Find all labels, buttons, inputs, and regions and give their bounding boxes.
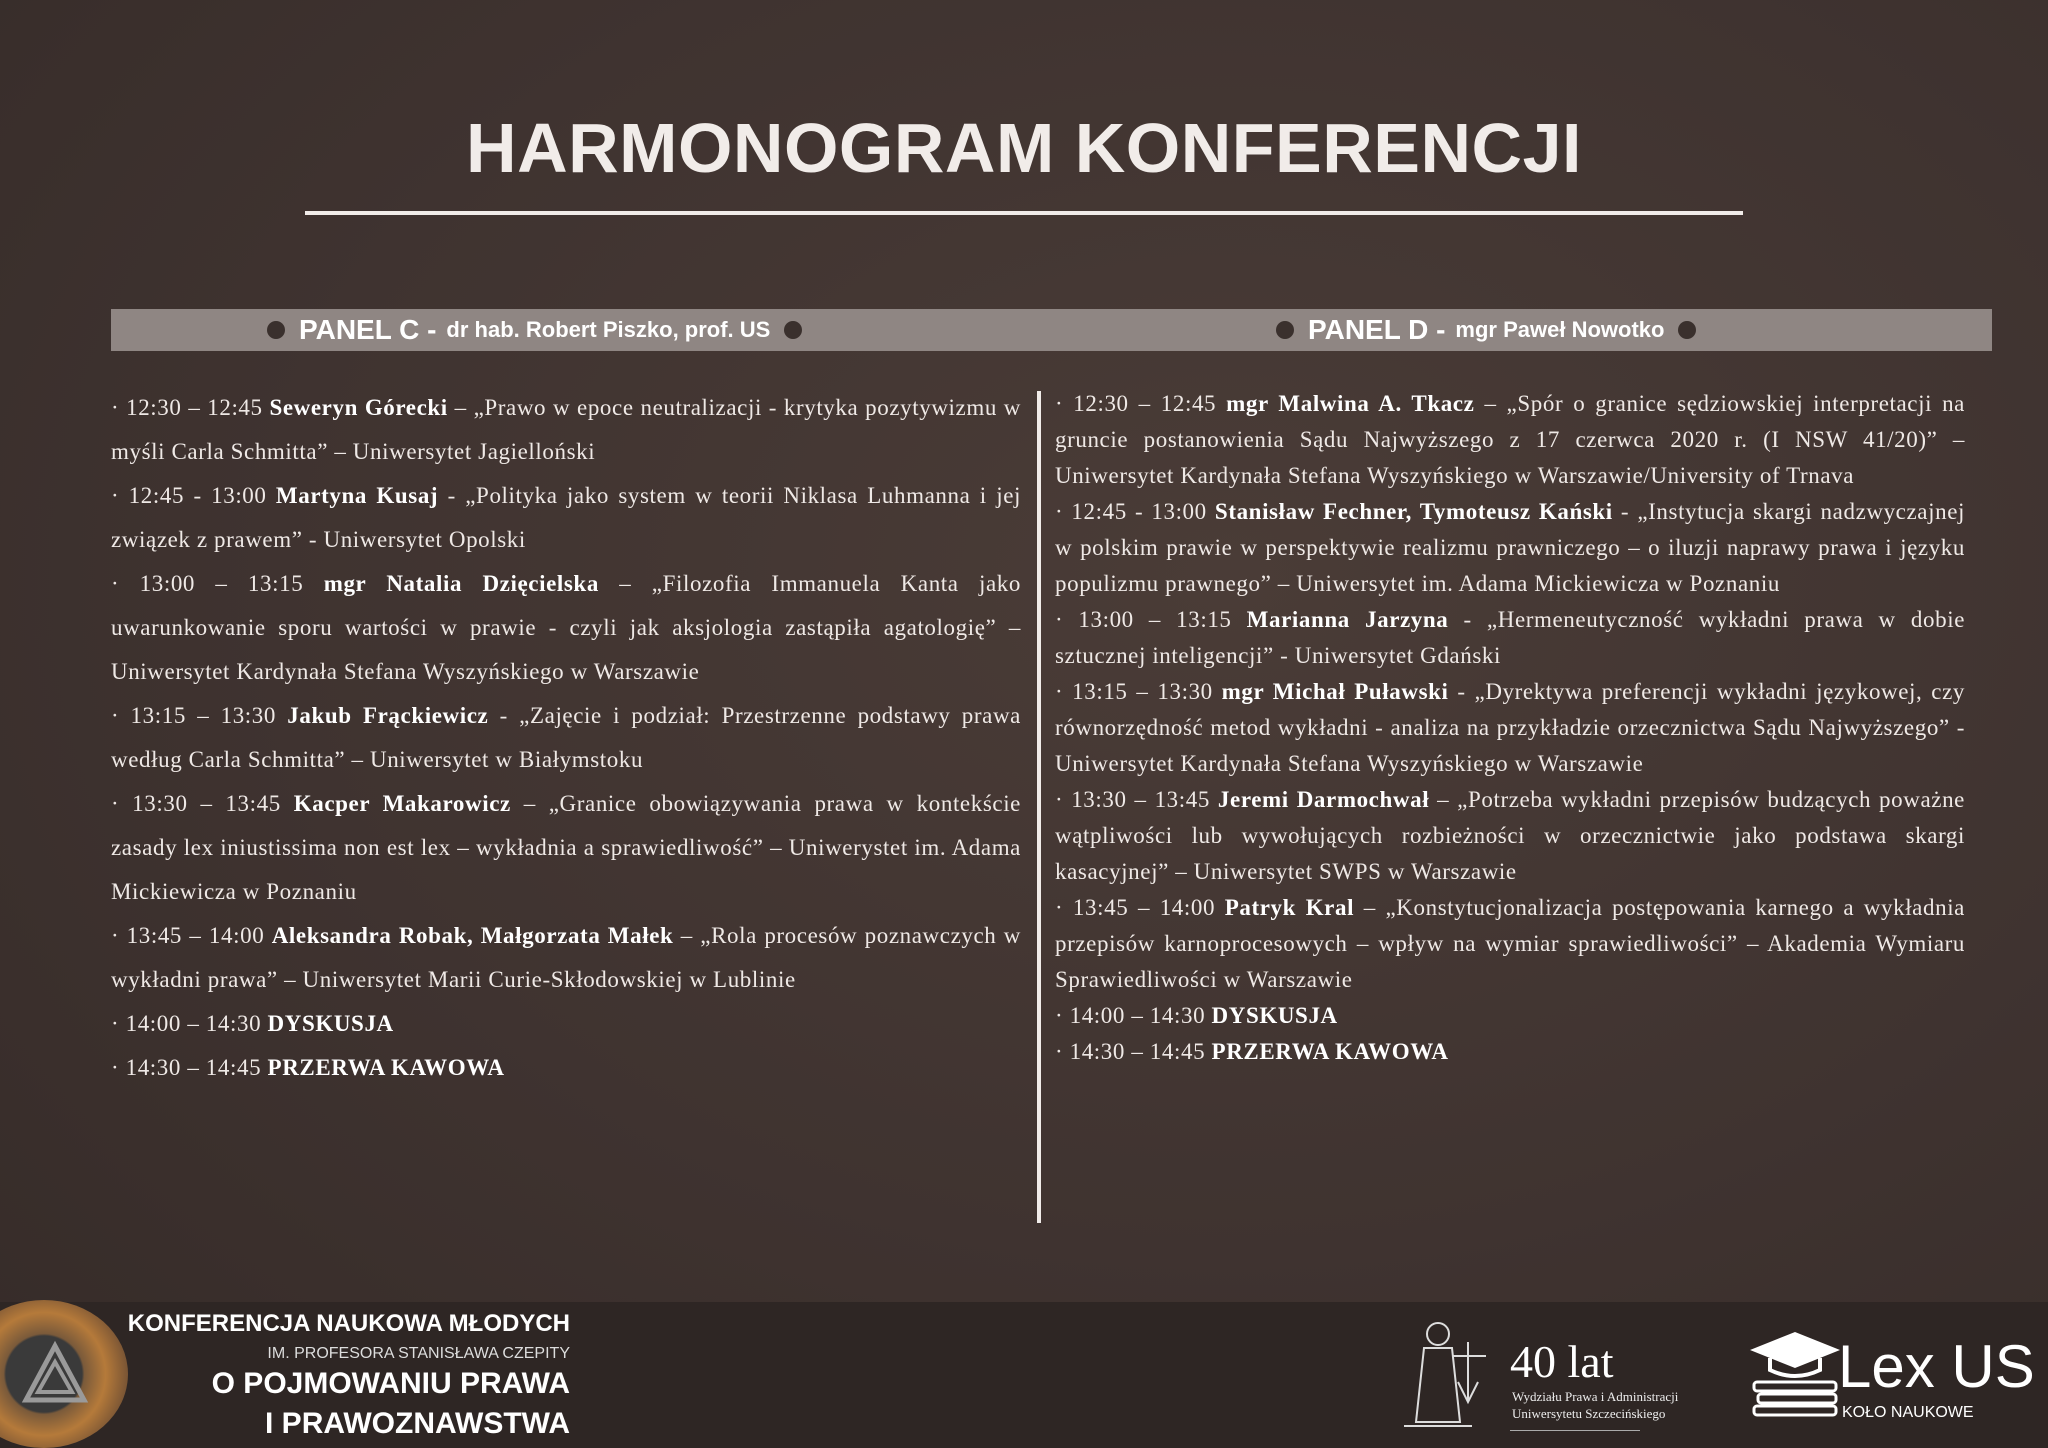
conference-topic-line1: O POJMOWANIU PRAWA: [211, 1367, 570, 1400]
schedule-item: · 13:45 – 14:00 Patryk Kral – „Konstytucjonalizacja postępowania karnego a wykładnia przepisów karnoprocesowych – wpływ na wymiar sprawiedliwości” – Akademia Wymiaru Sprawiedliwości w Warszawie: [1055, 895, 1965, 992]
schedule-item: · 13:15 – 13:30 Jakub Frąckiewicz - „Zajęcie i podział: Przestrzenne podstawy prawa według Carla Schmitta” – Uniwersytet w Białymstoku: [111, 703, 1021, 772]
schedule-item: · 13:30 – 13:45 Kacper Makarowicz – „Granice obowiązywania prawa w kontekście zasady lex iniustissima non est lex – wykładnia a sprawiedliwość” – Uniwerystet im. Adama Mickiewicza w Poznaniu: [111, 791, 1021, 904]
title-divider: [305, 211, 1743, 215]
conference-topic-line2: I PRAWOZNAWSTWA: [265, 1407, 570, 1440]
column-divider: [1037, 391, 1041, 1223]
schedule-item: · 12:30 – 12:45 Seweryn Górecki – „Prawo w epoce neutralizacji - krytyka pozytywizmu w myśli Carla Schmitta” – Uniwersytet Jagielloński: [111, 395, 1021, 464]
schedule-item: · 13:15 – 13:30 mgr Michał Puławski - „Dyrektywa preferencji wykładni językowej, czy równorzędność metod wykładni - analiza na przykładzie orzecznictwa Sądu Najwyższego” - Uniwersytet Kardynała Stefana Wyszyńskiego w Warszawie: [1055, 679, 1965, 776]
anniversary-faculty: Wydziału Prawa i Administracji: [1512, 1389, 1679, 1404]
anniversary-underline: [1510, 1430, 1640, 1431]
schedule-item: · 14:30 – 14:45 PRZERWA KAWOWA: [1055, 1039, 1449, 1064]
panel-c-name: PANEL C -: [299, 314, 437, 345]
schedule-item: · 14:00 – 14:30 DYSKUSJA: [111, 1011, 394, 1036]
schedule-item: · 14:30 – 14:45 PRZERWA KAWOWA: [111, 1055, 505, 1080]
panel-c-header: [267, 309, 802, 351]
schedule-item: · 12:30 – 12:45 mgr Malwina A. Tkacz – „Spór o granice sędziowskiej interpretacji na gruncie postanowienia Sądu Najwyższego z 17 czerwca 2020 r. (I NSW 41/20)” – Uniwersytet Kardynała Stefana Wyszyńskiego w Warszawie/University of Trnava: [1055, 391, 1965, 488]
panel-c-schedule: [111, 386, 1021, 1090]
schedule-item: · 13:00 – 13:15 Marianna Jarzyna - „Hermeneutyczność wykładni prawa w dobie sztucznej inteligencji” - Uniwersytet Gdański: [1055, 607, 1965, 668]
schedule-item: · 12:45 - 13:00 Stanisław Fechner, Tymoteusz Kański - „Instytucja skargi nadzwyczajnej w polskim prawie w perspektywie realizmu prawniczego – o iluzji naprawy prawa i języku populizmu prawnego” – Uniwersytet im. Adama Mickiewicza w Poznaniu: [1055, 499, 1965, 596]
anniversary-university: Uniwersytetu Szczecińskiego: [1512, 1406, 1666, 1421]
panel-d-schedule: [1055, 386, 1965, 1070]
justice-figure-logo: [1390, 1312, 1502, 1432]
schedule-item: · 13:30 – 13:45 Jeremi Darmochwał – „Potrzeba wykładni przepisów budzących poważne wątpliwości lub wywołujących rozbieżności w orzecznictwie jako podstawa skargi kasacyjnej” – Uniwersytet SWPS w Warszawie: [1055, 787, 1965, 884]
panel-d-chair: mgr Paweł Nowotko: [1455, 317, 1665, 342]
bullet-dot-icon: [784, 321, 802, 339]
schedule-item: · 12:45 - 13:00 Martyna Kusaj - „Polityka jako system w teorii Niklasa Luhmanna i jej związek z prawem” - Uniwersytet Opolski: [111, 483, 1021, 552]
panel-d-name: PANEL D -: [1308, 314, 1446, 345]
kolo-naukowe-label: KOŁO NAUKOWE: [1842, 1404, 1974, 1421]
triangle-emblem-icon: [20, 1340, 90, 1410]
bullet-dot-icon: [1678, 321, 1696, 339]
schedule-item: · 14:00 – 14:30 DYSKUSJA: [1055, 1003, 1338, 1028]
bullet-dot-icon: [267, 321, 285, 339]
panel-d-header: [1276, 309, 1696, 351]
anniversary-title: 40 lat: [1510, 1336, 1614, 1387]
schedule-item: · 13:45 – 14:00 Aleksandra Robak, Małgorzata Małek – „Rola procesów poznawczych w wykładni prawa” – Uniwersytet Marii Curie-Skłodowskiej w Lublinie: [111, 923, 1021, 992]
conference-patron: IM. PROFESORA STANISŁAWA CZEPITY: [267, 1345, 570, 1362]
page-title: HARMONOGRAM KONFERENCJI: [466, 109, 1582, 187]
bullet-dot-icon: [1276, 321, 1294, 339]
schedule-item: · 13:00 – 13:15 mgr Natalia Dzięcielska – „Filozofia Immanuela Kanta jako uwarunkowanie sporu wartości w prawie - czyli jak aksjologia zastąpiła agatologię” – Uniwersytet Kardynała Stefana Wyszyńskiego w Warszawie: [111, 571, 1021, 684]
panel-c-chair: dr hab. Robert Piszko, prof. US: [446, 317, 771, 342]
lex-us-logo-text: Lex US: [1838, 1333, 2035, 1400]
graduation-cap-books-icon: [1748, 1330, 1842, 1420]
conference-name: KONFERENCJA NAUKOWA MŁODYCH: [127, 1310, 570, 1337]
